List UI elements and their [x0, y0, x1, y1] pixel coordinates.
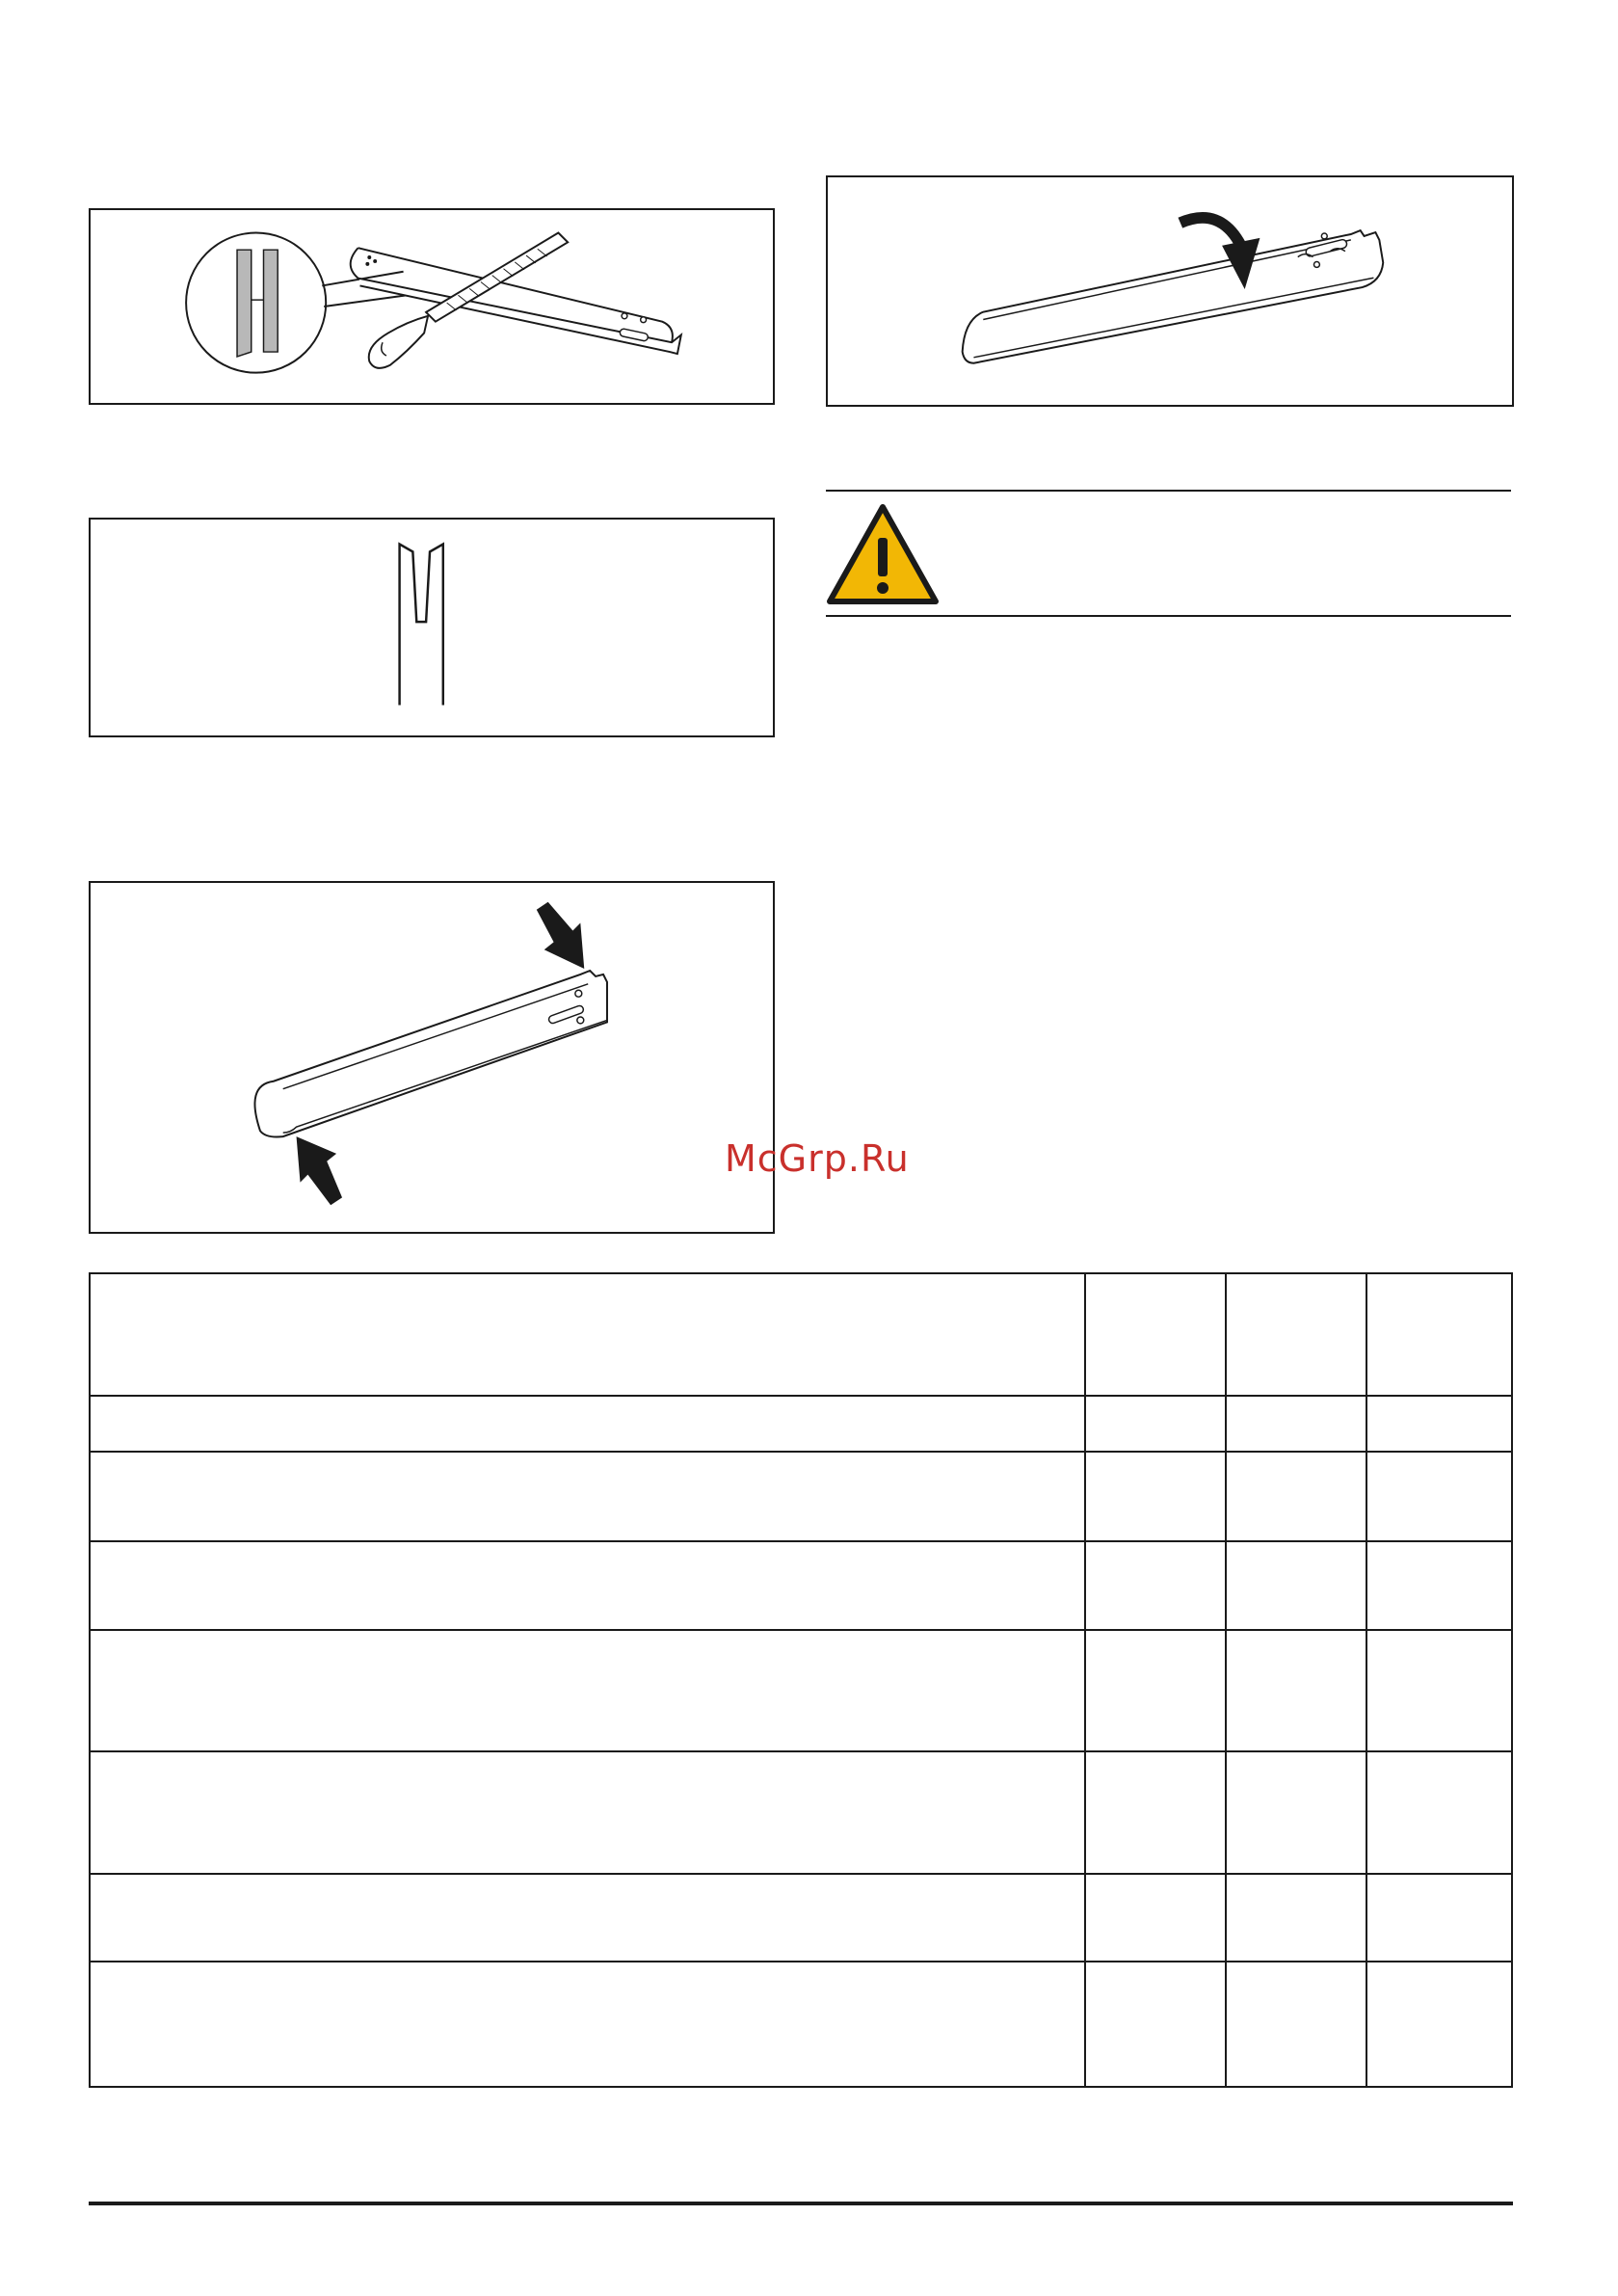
- warning-block: [826, 490, 1511, 617]
- warning-triangle-icon: [826, 501, 940, 609]
- table-column-divider: [1084, 1274, 1086, 2086]
- table-header-row: [91, 1274, 1511, 1397]
- table-row: [91, 1752, 1511, 1875]
- maintenance-table: [89, 1272, 1513, 2088]
- table-row: [91, 1542, 1511, 1631]
- guide-bar-with-arrows-illustration: [91, 883, 773, 1232]
- figure-bar-flip: [826, 175, 1514, 407]
- arrow-icon: [537, 902, 584, 969]
- table-row: [91, 1453, 1511, 1542]
- guide-bar-groove-cross-section: [91, 520, 773, 735]
- guide-bar-turn-over-arrow-illustration: [828, 177, 1512, 405]
- table-row: [91, 1397, 1511, 1453]
- table-column-divider: [1366, 1274, 1367, 2086]
- arrow-icon: [297, 1136, 342, 1205]
- figure-file-on-bar: [89, 208, 775, 405]
- flat-file-on-guide-bar-illustration: [91, 210, 773, 403]
- table-column-divider: [1225, 1274, 1227, 2086]
- watermark-text: McGrp.Ru: [725, 1137, 910, 1180]
- figure-bar-wear-arrows: [89, 881, 775, 1234]
- table-row: [91, 1875, 1511, 1962]
- table-row: [91, 1631, 1511, 1752]
- footer-divider: [89, 2202, 1513, 2205]
- table-row: [91, 1962, 1511, 2086]
- figure-groove-profile: [89, 518, 775, 737]
